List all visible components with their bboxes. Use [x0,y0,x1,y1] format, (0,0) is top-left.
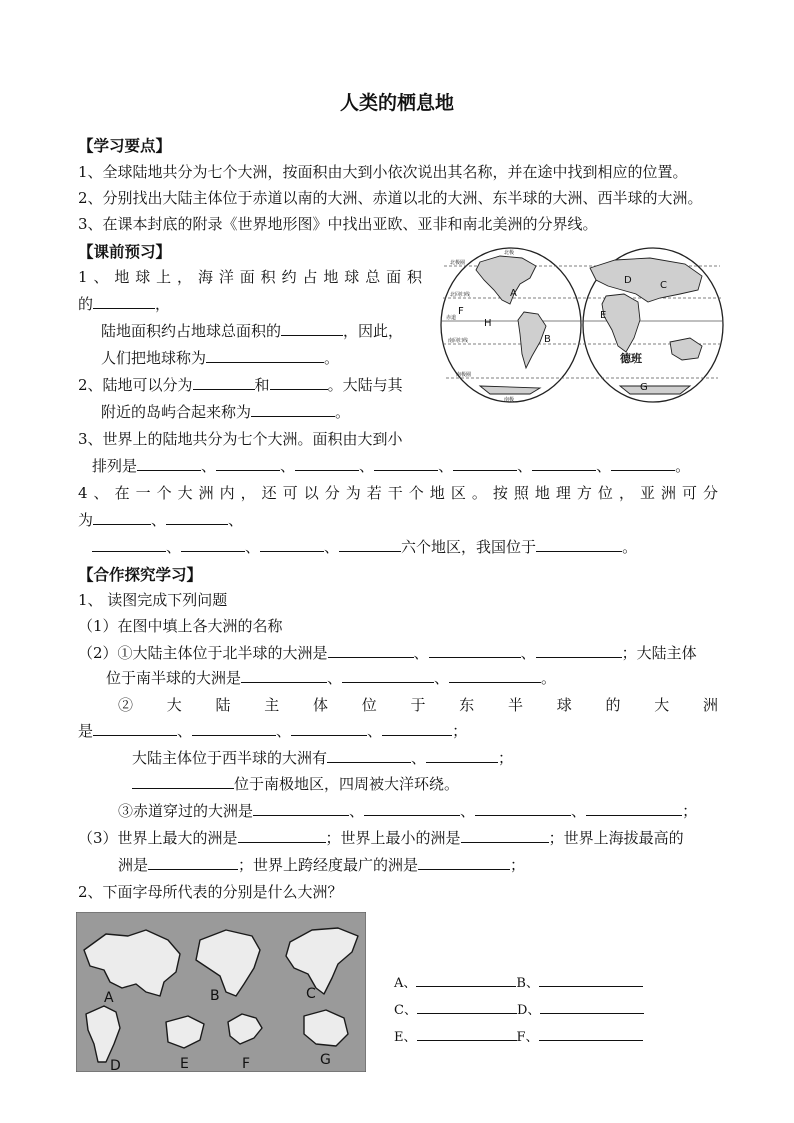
sep: 、 [166,538,182,556]
sep: 、 [413,644,429,662]
q4-line-a: 4、在一个大洲内，还可以分为若干个地区。按照地理方位，亚洲可分 [78,484,718,502]
sep: 、 [201,457,217,475]
section-heading-preview: 【课前预习】 [78,242,172,261]
sep: 、 [276,722,292,740]
map1-label-A: A [510,288,517,299]
blank-asia-region-6[interactable] [339,537,401,552]
map1-label-C: C [660,280,667,291]
blank-asia-region-1[interactable] [93,510,151,525]
answer-label-F: F、 [516,1030,539,1045]
map1-line-equator: 赤道 [446,315,457,321]
answer-blank-E[interactable] [417,1026,517,1041]
q2-line-b [101,401,350,422]
blank-rank-1[interactable] [137,456,201,471]
answer-row-1 [394,972,643,991]
hemisphere-map [440,246,724,404]
sep: 、 [327,669,343,687]
continent-outline-image [76,912,366,1072]
p3b-text: 洲是 [118,856,149,874]
blank-rank-3[interactable] [295,456,359,471]
blank-east-3[interactable] [291,721,367,736]
blank-rank-4[interactable] [374,456,438,471]
answer-blank-D[interactable] [540,999,644,1014]
answer-row-2 [394,999,644,1018]
blank-asia-region-3[interactable] [92,537,166,552]
answer-label-C: C、 [394,1003,417,1018]
s3-q1: 1、 读图完成下列问题 [78,591,228,609]
q1-c-text: 陆地面积约占地球总面积的 [101,322,282,340]
p2a-end: ；大陆主体 [621,644,697,662]
end: 。 [675,457,691,475]
q3-line-a: 3、世界上的陆地共分为七个大洲。面积由大到小 [78,430,403,448]
sep: 、 [367,722,383,740]
blank-equator-3[interactable] [475,801,571,816]
page-title: 人类的栖息地 [339,92,454,114]
map1-label-D: D [624,275,632,286]
q2-b-end: 。 [335,403,351,421]
p2d-end: ； [452,722,468,740]
map2-label-D: D [110,1058,121,1072]
end: 。 [622,538,638,556]
sep: 、 [571,802,587,820]
map1-label-E: E [600,310,607,321]
blank-north-1[interactable] [328,643,414,658]
blank-earth-name[interactable] [206,348,324,363]
q4-b-text: 为 [78,511,94,529]
s3-p2a [78,642,697,663]
map1-south-pole: 南极 [504,397,515,403]
map1-north-pole: 北极 [504,250,515,256]
blank-continent-term[interactable] [251,402,335,417]
map1-line-antarctic: 南极圈 [456,372,472,378]
blank-land-ratio[interactable] [281,321,343,336]
blank-asia-region-2[interactable] [166,510,228,525]
map2-label-F: F [242,1056,251,1072]
blank-east-2[interactable] [192,721,276,736]
map1-line-arctic: 北极圈 [450,260,466,266]
map2-label-C: C [306,986,316,1002]
sep: 、 [460,802,476,820]
sep: 、 [359,457,375,475]
blank-land-type-2[interactable] [270,375,328,390]
p2d-text: 是 [78,722,94,740]
sep: 、 [280,457,296,475]
map2-label-E: E [180,1056,189,1072]
sep: 、 [324,538,340,556]
p3b-mid: ；世界上跨经度最广的洲是 [238,856,419,874]
blank-north-3[interactable] [536,643,622,658]
s3-p2e [132,747,513,768]
p2a-text: （2）①大陆主体位于北半球的大洲是 [78,644,328,662]
blank-north-2[interactable] [429,643,521,658]
q1-c-end: ，因此， [343,322,404,340]
q1-d-text: 人们把地球称为 [101,349,207,367]
answer-label-A: A、 [394,976,417,991]
q2-a-mid: 和 [254,376,270,394]
q2-a-text: 2、陆地可以分为 [78,376,193,394]
sep: 、 [177,722,193,740]
blank-east-4[interactable] [382,721,452,736]
blank-west-1[interactable] [327,748,411,763]
s3-p2c: ② 大 陆 主 体 位 于 东 半 球 的 大 洲 [118,696,718,714]
blank-highest[interactable] [148,855,238,870]
q1-b-end: ， [155,295,171,313]
blank-ocean-ratio[interactable] [93,294,155,309]
p2g-end: ； [682,802,698,820]
q1-line-c [101,320,403,341]
q3-b-text: 排列是 [92,457,138,475]
map2-label-A: A [104,990,114,1006]
map1-line-tropic-cancer: 北回归线 [450,292,471,298]
map1-label-F: F [458,306,464,317]
section-heading-cooperative: 【合作探究学习】 [78,565,203,584]
blank-equator-4[interactable] [586,801,682,816]
blank-antarctic[interactable] [132,774,234,789]
answer-row-3 [394,1026,643,1045]
p2g-text: ③赤道穿过的大洲是 [118,802,254,820]
sep: 、 [434,669,450,687]
blank-china-region[interactable] [536,537,622,552]
sep: 、 [151,511,167,529]
s3-p1: （1）在图中填上各大洲的名称 [78,617,283,635]
q2-a-end: 。大陆与其 [327,376,403,394]
answer-blank-C[interactable] [417,999,517,1014]
q2-b-text: 附近的岛屿合起来称为 [101,403,252,421]
s3-q2: 2、下面字母所代表的分别是什么大洲？ [78,883,343,901]
blank-south-1[interactable] [241,668,327,683]
p3b-end: ； [510,856,526,874]
answer-blank-B[interactable] [539,972,643,987]
answer-label-E: E、 [394,1030,417,1045]
blank-south-3[interactable] [449,668,541,683]
learning-point-3: 3、在课本封底的附录《世界地形图》中找出亚欧、亚非和南北美洲的分界线。 [78,215,598,233]
map1-city-durban: 德班 [620,352,642,365]
p2e-text: 大陆主体位于西半球的大洲有 [132,749,328,767]
blank-equator-1[interactable] [253,801,349,816]
q1-line-d [101,347,339,368]
q4-line-b [78,509,243,530]
sep: 、 [596,457,612,475]
q2-line-a [78,374,403,395]
learning-point-2: 2、分别找出大陆主体位于赤道以南的大洲、赤道以北的大洲、东半球的大洲、西半球的大洲。 [78,189,703,207]
q1-line-b [78,293,170,314]
sep: 、 [245,538,261,556]
blank-rank-7[interactable] [611,456,675,471]
sep: 、 [411,749,427,767]
blank-rank-6[interactable] [532,456,596,471]
map1-line-tropic-capricorn: 南回归线 [448,338,469,344]
s3-p3b [118,854,525,875]
s3-p2g [118,800,697,821]
section-heading-learning-points: 【学习要点】 [78,136,172,155]
learning-point-1: 1、全球陆地共分为七个大洲，按面积由大到小依次说出其名称，并在途中找到相应的位置。 [78,163,688,181]
blank-rank-5[interactable] [453,456,517,471]
blank-widest[interactable] [418,855,510,870]
sep: 、 [228,511,244,529]
answer-blank-A[interactable] [416,972,516,987]
map1-label-B: B [544,334,551,345]
q1-d-end: 。 [324,349,340,367]
blank-south-2[interactable] [342,668,434,683]
blank-smallest[interactable] [461,828,549,843]
q1-b-text: 的 [78,295,94,313]
map2-label-B: B [210,988,220,1004]
blank-largest[interactable] [238,828,326,843]
s3-p3a [78,827,684,848]
q4-c-end: 六个地区，我国位于 [401,538,537,556]
s3-p2f [132,773,459,794]
p3a-text: （3）世界上最大的洲是 [78,829,238,847]
blank-rank-2[interactable] [216,456,280,471]
blank-asia-region-4[interactable] [181,537,245,552]
q4-line-c [92,536,637,557]
sep: 、 [520,644,536,662]
answer-blank-F[interactable] [539,1026,643,1041]
p2f-text: 位于南极地区，四周被大洋环绕。 [234,775,460,793]
sep: 、 [517,457,533,475]
answer-label-B: B、 [516,976,539,991]
p2e-end: ； [498,749,514,767]
blank-west-2[interactable] [426,748,498,763]
p3a-mid2: ；世界上海拔最高的 [548,829,684,847]
map1-label-G: G [640,382,648,393]
sep: 、 [438,457,454,475]
answer-label-D: D、 [516,1003,541,1018]
sep: 、 [349,802,365,820]
blank-east-1[interactable] [93,721,177,736]
blank-equator-2[interactable] [364,801,460,816]
p2b-text: 位于南半球的大洲是 [106,669,242,687]
end: 。 [541,669,557,687]
blank-asia-region-5[interactable] [260,537,324,552]
blank-land-type-1[interactable] [193,375,255,390]
s3-p2b [106,667,556,688]
q3-line-b [92,455,690,476]
map1-label-H: H [484,318,492,329]
q1-line-a: 1、地球上，海洋面积约占地球总面积 [78,268,422,286]
map2-label-G: G [320,1052,331,1068]
p3a-mid1: ；世界上最小的洲是 [325,829,461,847]
s3-p2d [78,720,467,741]
